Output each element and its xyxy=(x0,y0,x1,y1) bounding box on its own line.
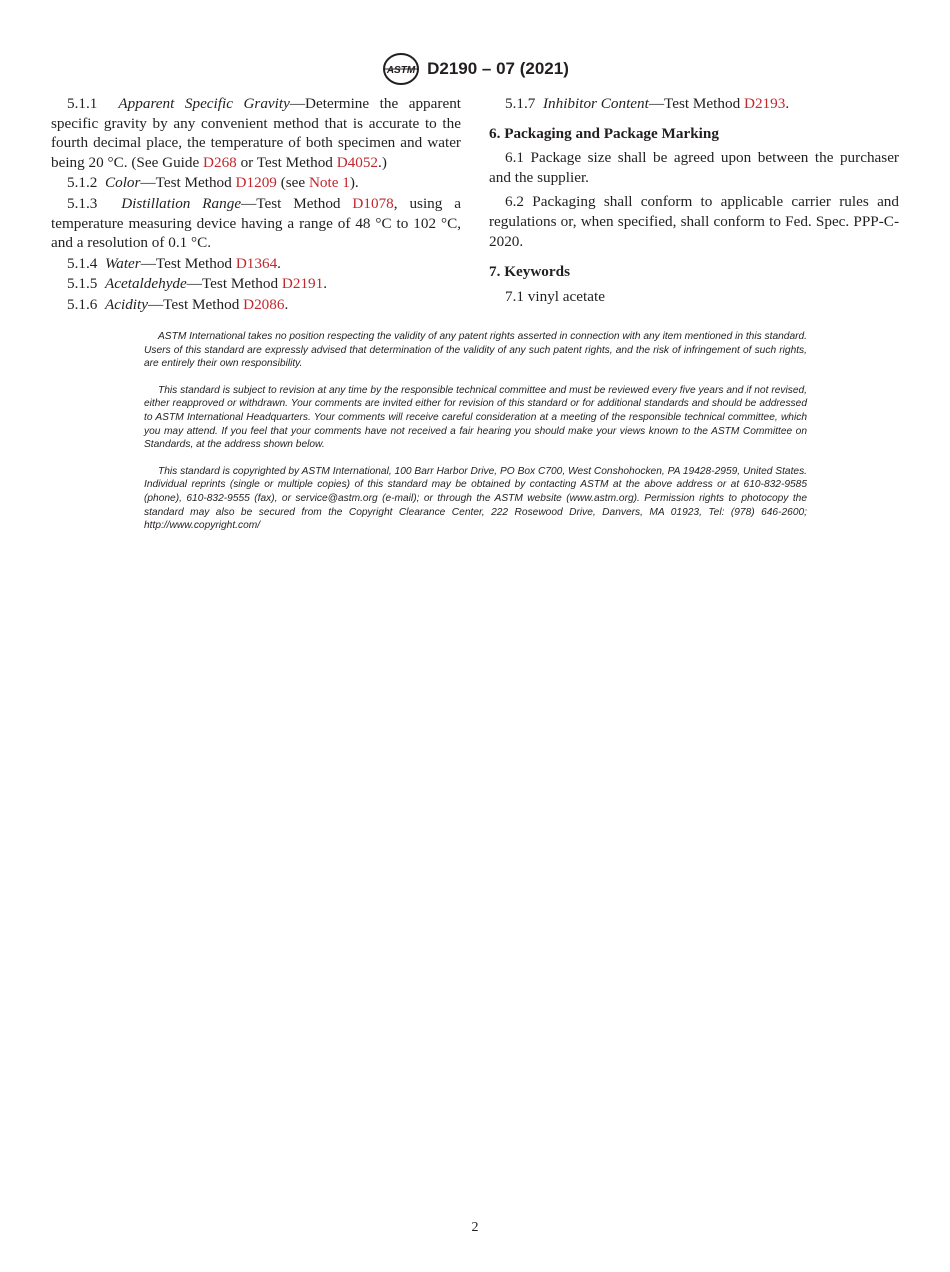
section-5-1-5: 5.1.5 Acetaldehyde—Test Method D2191. xyxy=(67,275,328,293)
svg-text:ASTM: ASTM xyxy=(386,65,416,76)
section-7-heading: 7. Keywords xyxy=(489,263,570,281)
section-5-1-1: 5.1.1 Apparent Specific Gravity—Determine the apparent specific gravity by any convenient method that is accurate to the fourth decimal place, the temperature of both specimen and water being 20 °C. (See Guide D268 or Test Method D4052.) xyxy=(51,95,462,171)
link-d4052[interactable]: D4052 xyxy=(336,153,379,171)
section-6-heading: 6. Packaging and Package Marking xyxy=(489,124,719,142)
section-5-1-2: 5.1.2 Color—Test Method D1209 (see Note 1). xyxy=(67,174,359,192)
section-5-1-6: 5.1.6 Acidity—Test Method D2086. xyxy=(67,295,289,313)
right-column xyxy=(489,94,899,307)
section-6-2: 6.2 Packaging shall conform to applicable carrier rules and regulations or, when specified, shall conform to Fed. Spec. PPP-C-2020. xyxy=(489,193,899,250)
page-number: 2 xyxy=(471,1220,479,1235)
copyright-notice: This standard is copyrighted by ASTM International, 100 Barr Harbor Drive, PO Box C700, West Conshohocken, PA 19428-2959, United States. Individual reprints (single or multiple copies) of this standard may be obtained by contacting ASTM at the above address or at 610-832-9585 (phone), 610-832-9555 (fax), or service@astm.org (e-mail); or through the ASTM website (www.astm.org). Permission rights to photocopy the standard may also be secured from the Copyright Clearance Center, 222 Rosewood Drive, Danvers, MA 01923, Tel: (978) 646-2600; http://www.copyright.com/ xyxy=(144,465,807,532)
astm-logo-icon xyxy=(381,52,421,86)
page-header xyxy=(0,52,950,86)
link-d2086[interactable]: D2086 xyxy=(243,295,285,313)
section-7-1: 7.1 vinyl acetate xyxy=(505,287,605,305)
link-d1209[interactable]: D1209 xyxy=(235,174,277,192)
link-d1364[interactable]: D1364 xyxy=(235,254,278,272)
section-5-1-4: 5.1.4 Water—Test Method D1364. xyxy=(67,254,281,272)
link-d268[interactable]: D268 xyxy=(203,153,237,171)
patent-notice: ASTM International takes no position respecting the validity of any patent rights asserted in connection with any item mentioned in this standard. Users of this standard are expressly advised that determination of the validity of any such patent rights, and the risk of infringement of such rights, are entirely their own responsibility. xyxy=(144,331,807,370)
revision-notice: This standard is subject to revision at any time by the responsible technical committee and must be reviewed every five years and if not revised, either reapproved or withdrawn. Your comments are invited either for revision of this standard or for additional standards and should be addressed to ASTM International Headquarters. Your comments will receive careful consideration at a meeting of the responsible technical committee, which you may attend. If you feel that your comments have not received a fair hearing you should make your views known to the ASTM Committee on Standards, at the address shown below. xyxy=(144,384,807,451)
link-note-1[interactable]: Note 1 xyxy=(308,174,350,192)
legal-notices xyxy=(144,330,807,546)
document-designation: D2190 – 07 (2021) xyxy=(427,59,569,78)
section-5-1-3: 5.1.3 Distillation Range—Test Method D1078, using a temperature measuring device having a range of 48 °C to 102 °C, and a resolution of 0.1 °C. xyxy=(51,194,462,252)
link-d1078[interactable]: D1078 xyxy=(352,194,394,212)
section-6-1: 6.1 Package size shall be agreed upon between the purchaser and the supplier. xyxy=(489,149,899,186)
left-column xyxy=(51,94,461,316)
link-d2193[interactable]: D2193 xyxy=(743,95,786,112)
link-d2191[interactable]: D2191 xyxy=(281,275,324,293)
section-5-1-7: 5.1.7 Inhibitor Content—Test Method D2193. xyxy=(505,95,790,112)
